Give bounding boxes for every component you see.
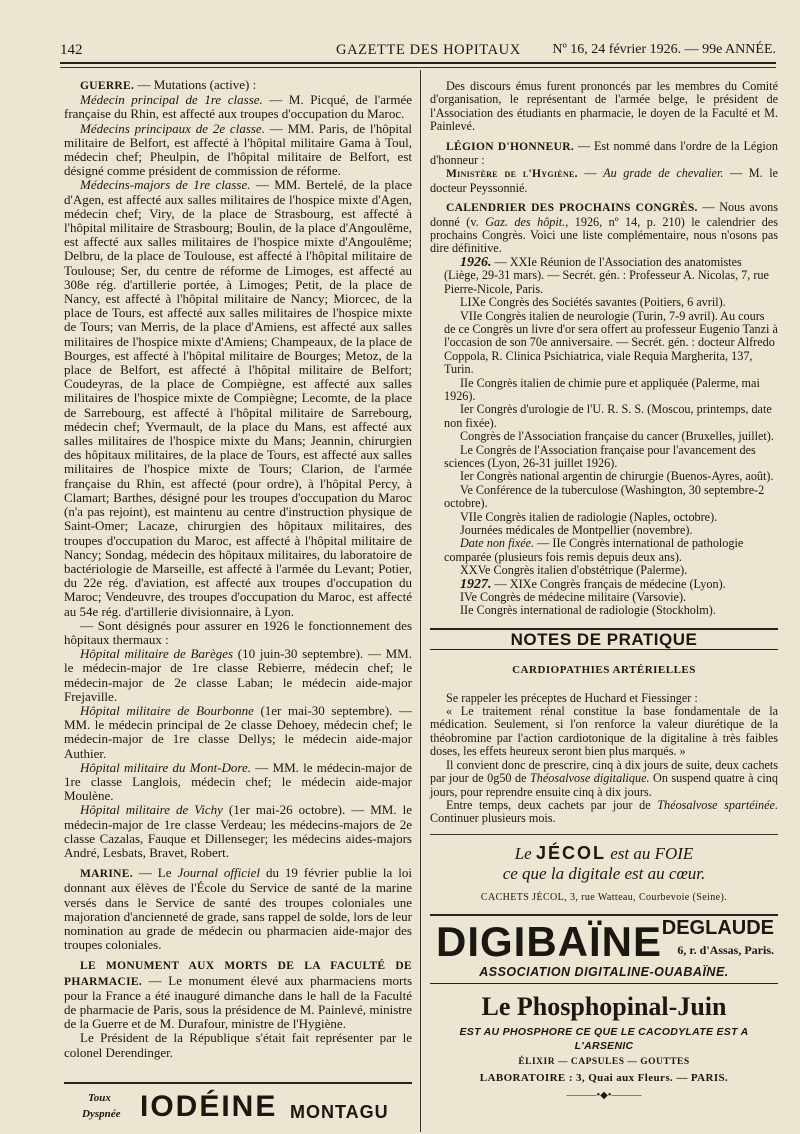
ad-brand: DIGIBAÏNE <box>436 917 663 965</box>
ornament: ———•◆•——— <box>566 1089 642 1101</box>
congress-item: Congrès de l'Association française du cancer (Bruxelles, juillet). <box>460 429 774 444</box>
congress-item: Journées médicales de Montpellier (novembre). <box>460 523 693 537</box>
ad-maker: MONTAGU <box>290 1102 389 1122</box>
ad-brand: Le Phosphopinal-Juin <box>481 992 727 1022</box>
paragraph: Ministère de l'Hygiène. — Au grade de chevalier. — M. le docteur Peyssonnié. <box>430 166 778 195</box>
paragraph: Des discours émus furent prononcés par les membres du Comité d'organisation, le représentant de l'armée belge, le président de l'Association des étudiants en pharmacie, le doyen de la Faculté et M. Painlevé. <box>430 79 778 134</box>
congress-item: LIXe Congrès des Sociétés savantes (Poitiers, 6 avril). <box>460 295 726 310</box>
notes-title: NOTES DE PRATIQUE <box>430 628 778 650</box>
digibaine-ad <box>430 914 778 964</box>
ad-text: Dyspnée <box>82 1108 121 1120</box>
legion-paragraph: LÉGION D'HONNEUR. — Est nommé dans l'ordre de la Légion d'honneur : <box>430 138 778 168</box>
right-column <box>430 80 778 1102</box>
ad-tagline: ASSOCIATION DIGITALINE-OUABAÏNE. <box>430 966 778 984</box>
paragraph: Hôpital militaire de Barèges (10 juin-30 septembre). — MM. le médecin-major de 1re classe Rebierre, médecin chef; le médecin-major de 2e classe Laban; le médecin aide-major Frejaville. <box>64 646 412 704</box>
ad-lab: DEGLAUDE <box>661 916 774 939</box>
congress-item: 1926. — XXIe Réunion de l'Association des anatomistes (Liège, 29-31 mars). — Secrét. gén. : Professeur A. Nicolas, 7, rue Pierre-Nicole, Paris. <box>444 254 769 296</box>
paragraph: Il convient donc de prescrire, cinq à dix jours de suite, deux cachets par jour de 0g50 de Théosalvose digitalique. On suspend quatre à cinq jours, pour reprendre ensuite cinq à dix jours. <box>430 757 778 799</box>
column-divider <box>420 70 421 1132</box>
paragraph: Se rappeler les préceptes de Huchard et Fiessinger : <box>446 690 698 705</box>
congress-item: VIIe Congrès italien de radiologie (Naples, octobre). <box>460 509 718 524</box>
header-rule-thin <box>60 67 776 68</box>
guerre-heading: GUERRE. — Mutations (active) : <box>80 77 257 92</box>
ad-forms: ÉLIXIR — CAPSULES — GOUTTES <box>518 1056 690 1067</box>
left-column <box>64 78 412 1060</box>
marine-paragraph: MARINE. — Le Journal officiel du 19 février publie la loi donnant aux élèves de l'École du Service de santé de la marine versés dans le Service de santé des troupes coloniales une majoration d'ancienneté de grade, sans rappel de solde, lors de leur nomination au grade de médecin ou pharmacien aide-major des troupes coloniales. <box>64 865 412 953</box>
iodeine-ad <box>64 1082 412 1134</box>
ad-separator <box>430 834 778 835</box>
ad-text: Toux <box>88 1092 111 1104</box>
header-rule <box>60 62 776 64</box>
monument-paragraph: LE MONUMENT AUX MORTS DE LA FACULTÉ DE PHARMACIE. — Le monument élevé aux pharmaciens morts pour la France a été inauguré dimanche dans le hall de la Faculté de pharmacie de Paris, sous la présidence de M. Painlevé, ministre de la Guerre et de M. Durafour, ministre de l'Hygiène. <box>64 960 412 1032</box>
ad-brand: JÉCOL <box>535 842 606 863</box>
notes-subtitle: CARDIOPATHIES ARTÉRIELLES <box>512 664 696 677</box>
journal-title: GAZETTE DES HOPITAUX <box>336 42 521 58</box>
paragraph: Médecins-majors de 1re classe. — MM. Bertelé, de la place d'Agen, est affecté aux salles militaires de l'hospice mixte d'Agen, médecin chef; Viry, de la place de Strasbourg, est affecté à l'hôpital militaire de Strasbourg; Boulin, de la place d'Angoulême, est affecté aux salles militaires de l'hospice mixte d'Angoulême; Delbru, de la place de Toulouse, est affecté à l'hôpital militaire de Toulouse; Ser, du centre de réforme de Limoges, est affecté au 308e rég. d'artillerie portée, à Limoges; Petit, de la place de Nancy, est affecté à l'hôpital militaire de Nancy; Miorcec, de la place de Tours, est affecté aux salles militaires de l'hospice mixte de Tours; van Merris, de la place d'Amiens, est affecté aux salles militaires de l'hospice mixte d'Amiens; Champeaux, de la place de Bourges, est affecté à l'hôpital militaire de Bourges; Metoz, de la place de Belfort, est affecté à l'hôpital militaire de Belfort; Coudeyras, de la place de Compiègne, est affecté aux salles militaires de l'hospice mixte de Compiègne; Lecomte, de la place de Sarrebourg, est affecté à l'hôpital militaire de Sarrebourg, médecin chef; Yvermault, de la place du Mans, est affecté aux salles militaires de l'hospice mixte du Mans; Jeannin, chirurgien des hôpitaux militaires, de la place de Tours, est affecté aux salles militaires de l'hospice mixte de Tours; Clarion, de l'armée française du Rhin, est affecté (pour ordre), à l'hôpital Percy, à Clamart; Barthes, désigné pour les troupes d'occupation du Maroc (n'a pas rejoint), est maintenu au centre d'instruction physique de Saint-Omer; Lacaze, chirurgien des hôpitaux militaires, des troupes d'occupation du Maroc, est affecté à l'hôpital militaire de Nancy; Sondag, médecin des hôpitaux militaires, du laboratoire de bactériologie de Marseille, est affecté à l'armée du Levant; Potier, du 22e rég. d'aviation, est affecté aux troupes d'occupation du Maroc; Vendeuvre, des troupes d'occupation du Maroc, est affecté au 54e rég. d'artillerie divisionnaire, à Lyon. <box>64 177 412 619</box>
congress-item: Ve Conférence de la tuberculose (Washington, 30 septembre-2 octobre). <box>444 482 765 511</box>
congress-item: Ier Congrès d'urologie de l'U. R. S. S. (Moscou, printemps, date non fixée). <box>444 402 772 430</box>
paragraph: « Le traitement rénal constitue la base fondamentale de la médication. Seulement, si l'on renforce la valeur diurétique de la théobromine par l'action cardiotonique de la digitaline à très faibles doses, les effets heureux seront bien plus marqués. » <box>430 704 778 759</box>
paragraph: Hôpital militaire de Vichy (1er mai-26 octobre). — MM. le médecin-major de 1re classe Verdeau; les médecins-majors de 2e classe Cazalas, Fauque et Dillenseger; les médecins aides-majors André, Lesbats, Bravet, Robert. <box>64 802 412 860</box>
paragraph: Le Président de la République s'était fait représenter par le colonel Derendinger. <box>64 1030 412 1060</box>
page-number: 142 <box>60 42 83 58</box>
paragraph: Hôpital militaire du Mont-Dore. — MM. le médecin-major de 1re classe Langlois, médecin chef; le médecin aide-major Moulène. <box>64 759 412 804</box>
congress-item: Le Congrès de l'Association française pour l'avancement des sciences (Lyon, 26-31 juillet 1926). <box>444 442 756 470</box>
paragraph: Hôpital militaire de Bourbonne (1er mai-30 septembre). — MM. le médecin principal de 2e classe Dehoey, médecin chef; le médecin-major de 1re classe Dellys; le médecin aide-major Authier. <box>64 702 412 761</box>
paragraph: Entre temps, deux cachets par jour de Théosalvose spartéinée. Continuer plusieurs mois. <box>430 797 778 826</box>
ad-brand: IODÉINE <box>140 1090 278 1123</box>
congress-item: IIe Congrès international de radiologie (Stockholm). <box>460 603 716 618</box>
congress-item: IIe Congrès italien de chimie pure et appliquée (Palerme, mai 1926). <box>444 375 760 403</box>
jecol-ad: Le JÉCOL est au FOIE ce que la digitale est au cœur. CACHETS JÉCOL, 3, rue Watteau, Courbevoie (Seine). <box>430 843 778 908</box>
paragraph: Médecins principaux de 2e classe. — MM. Paris, de l'hôpital militaire de Belfort, est affecté à l'hôpital militaire Gama à Toul, médecin chef; Pheulpin, de l'hôpital militaire de Belfort, est désigné comme président de commission de réforme. <box>64 120 412 179</box>
congress-item: IVe Congrès de médecine militaire (Varsovie). <box>460 590 687 605</box>
congress-item: Date non fixée. — IIe Congrès international de pathologie comparée (plusieurs fois remis depuis deux ans). <box>444 536 744 564</box>
ad-address: LABORATOIRE : 3, Quai aux Fleurs. — PARIS. <box>479 1072 729 1085</box>
congress-item: XXVe Congrès italien d'obstétrique (Palerme). <box>460 563 688 578</box>
paragraph: — Sont désignés pour assurer en 1926 le fonctionnement des hôpitaux thermaux : <box>64 617 412 647</box>
issue-info: Nº 16, 24 février 1926. — 99e ANNÉE. <box>552 42 776 57</box>
page-header <box>60 38 776 62</box>
calendar-paragraph: CALENDRIER DES PROCHAINS CONGRÈS. — Nous avons donné (v. Gaz. des hôpit., 1926, nº 14, p. 210) le calendrier des prochains Congrès. Voici une liste complémentaire, nous n'osons pas dire définitive. <box>430 200 778 256</box>
paragraph: Médecin principal de 1re classe. — M. Picqué, de l'armée française du Rhin, est affecté aux troupes d'occupation du Maroc. <box>64 92 412 122</box>
ad-address: 6, r. d'Assas, Paris. <box>677 942 774 957</box>
congress-item: 1927. — XIXe Congrès français de médecine (Lyon). <box>460 576 726 592</box>
phosphopinal-ad <box>430 992 778 1102</box>
congress-item: VIIe Congrès italien de neurologie (Turin, 7-9 avril). Au cours de ce Congrès un livre d'or sera offert au professeur Eugenio Tanzi à l'occasion de son 70e anniversaire. — Secrét. gén. : docteur Alfredo Coppola, R. Clinica Psichiatrica, viale Requia Margherita, 137, Turin. <box>444 308 778 377</box>
congress-item: Ier Congrès national argentin de chirurgie (Buenos-Ayres, août). <box>460 469 774 484</box>
ad-tagline: EST AU PHOSPHORE CE QUE LE CACODYLATE EST A L'ARSENIC <box>459 1026 749 1052</box>
ad-address: CACHETS JÉCOL, 3, rue Watteau, Courbevoie (Seine). <box>480 891 728 903</box>
